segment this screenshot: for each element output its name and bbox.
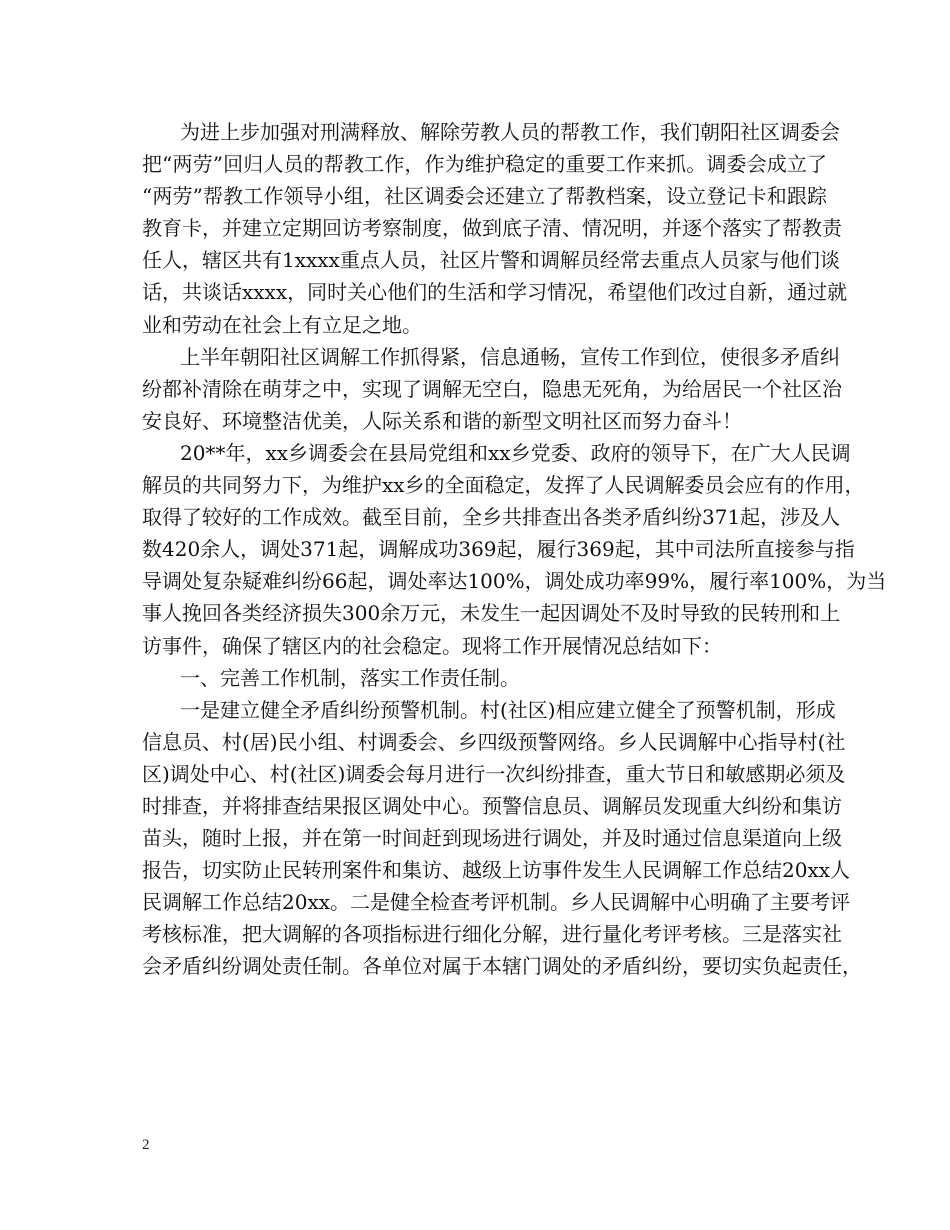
paragraph-3-line-7: 访事件，确保了辖区内的社会稳定。现将工作开展情况总结如下： <box>142 633 722 658</box>
paragraph-3-line-6: 事人挽回各类经济损失300余万元，未发生一起因调处不及时导致的民转刑和上 <box>142 601 841 626</box>
paragraph-1-line-7: 业和劳动在社会上有立足之地。 <box>142 312 422 337</box>
paragraph-4-line-1: 一是建立健全矛盾纠纷预警机制。村(社区)相应建立健全了预警机制，形成 <box>180 697 836 722</box>
paragraph-4-line-9: 会矛盾纠纷调处责任制。各单位对属于本辖门调处的矛盾纠纷，要切实负起责任， <box>142 954 862 979</box>
paragraph-4-line-2: 信息员、村(居)民小组、村调委会、乡四级预警网络。乡人民调解中心指导村(社 <box>142 729 846 754</box>
section-heading-1: 一、完善工作机制，落实工作责任制。 <box>180 665 520 690</box>
paragraph-2-line-2: 纷都补清除在萌芽之中，实现了调解无空白，隐患无死角，为给居民一个社区治 <box>142 376 842 401</box>
paragraph-3-line-1: 20**年，xx乡调委会在县局党组和xx乡党委、政府的领导下，在广大人民调 <box>180 440 851 465</box>
paragraph-4-line-4: 时排查，并将排查结果报区调处中心。预警信息员、调解员发现重大纠纷和集访 <box>142 793 842 818</box>
paragraph-4-line-7: 民调解工作总结20xx。二是健全检查考评机制。乡人民调解中心明确了主要考评 <box>142 890 851 915</box>
page-number: 2 <box>142 1137 150 1153</box>
paragraph-3-line-4: 数420余人，调处371起，调解成功369起，履行369起，其中司法所直接参与指 <box>142 537 855 562</box>
paragraph-3-line-5: 导调处复杂疑难纠纷66起，调处率达100%，调处成功率99%，履行率100%，为当 <box>142 569 887 594</box>
paragraph-1-line-4: 教育卡，并建立定期回访考察制度，做到底子清、情况明，并逐个落实了帮教责 <box>142 216 842 241</box>
paragraph-2-line-3: 安良好、环境整洁优美，人际关系和谐的新型文明社区而努力奋斗！ <box>142 408 742 433</box>
paragraph-3-line-3: 取得了较好的工作成效。截至目前，全乡共排查出各类矛盾纠纷371起，涉及人 <box>142 505 841 530</box>
document-body <box>142 116 887 983</box>
paragraph-1-line-3: “两劳”帮教工作领导小组，社区调委会还建立了帮教档案，设立登记卡和跟踪 <box>142 184 827 209</box>
paragraph-4-line-8: 考核标准，把大调解的各项指标进行细化分解，进行量化考评考核。三是落实社 <box>142 922 842 947</box>
paragraph-1-line-5: 任人，辖区共有1xxxx重点人员，社区片警和调解员经常去重点人员家与他们谈 <box>142 248 840 273</box>
paragraph-1-line-1: 为进上步加强对刑满释放、解除劳教人员的帮教工作，我们朝阳社区调委会 <box>180 120 840 144</box>
paragraph-1-line-6: 话，共谈话xxxx，同时关心他们的生活和学习情况，希望他们改过自新，通过就 <box>142 280 848 305</box>
paragraph-4-line-6: 报告，切实防止民转刑案件和集访、越级上访事件发生人民调解工作总结20xx人 <box>142 858 851 883</box>
paragraph-3-line-2: 解员的共同努力下，为维护xx乡的全面稳定，发挥了人民调解委员会应有的作用， <box>142 473 865 498</box>
paragraph-2-line-1: 上半年朝阳社区调解工作抓得紧，信息通畅，宣传工作到位，使很多矛盾纠 <box>180 344 840 369</box>
paragraph-4-line-3: 区)调处中心、村(社区)调委会每月进行一次纠纷排查，重大节日和敏感期必须及 <box>142 761 846 786</box>
paragraph-1-line-2: 把“两劳”回归人员的帮教工作，作为维护稳定的重要工作来抓。调委会成立了 <box>142 152 827 177</box>
paragraph-4-line-5: 苗头，随时上报，并在第一时间赶到现场进行调处，并及时通过信息渠道向上级 <box>142 826 842 851</box>
